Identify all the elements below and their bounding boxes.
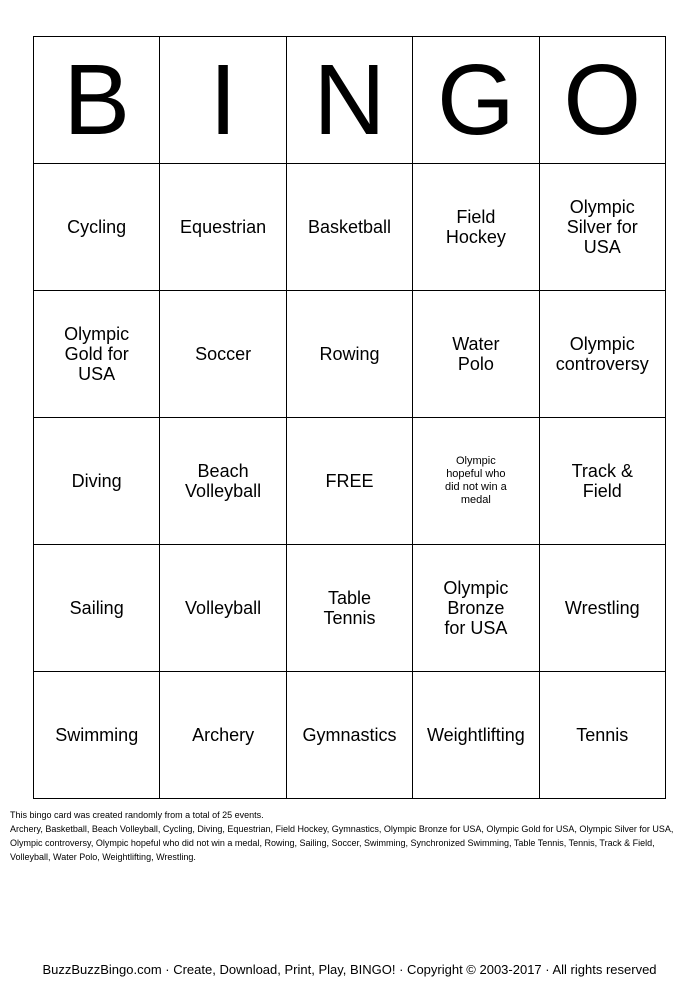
bingo-cell bbox=[160, 672, 286, 799]
bingo-cell bbox=[286, 672, 412, 799]
bingo-cell-text: Tennis bbox=[576, 725, 629, 745]
bingo-cell-text: Equestrian bbox=[180, 217, 267, 237]
bingo-card bbox=[33, 36, 666, 799]
header-letter-g: G bbox=[413, 37, 539, 164]
bingo-row-4 bbox=[34, 545, 666, 672]
bingo-cell bbox=[539, 164, 665, 291]
bingo-cell bbox=[539, 291, 665, 418]
bingo-cell-text: Sailing bbox=[69, 598, 124, 618]
bingo-cell bbox=[413, 545, 539, 672]
bingo-cell-text: Basketball bbox=[307, 217, 391, 237]
notes-summary: This bingo card was created randomly from a total of 25 events. bbox=[10, 810, 264, 820]
bingo-cell bbox=[160, 291, 286, 418]
bingo-cell-text: Swimming bbox=[55, 725, 139, 745]
bingo-cell bbox=[539, 418, 665, 545]
bingo-cell-text: Olympic Silver for USA bbox=[566, 197, 638, 257]
bingo-cell-text: Diving bbox=[71, 471, 122, 491]
bingo-row-5 bbox=[34, 672, 666, 799]
bingo-cell bbox=[160, 164, 286, 291]
bingo-cell-text: Olympic hopeful who did not win a medal bbox=[444, 455, 507, 506]
bingo-cell bbox=[160, 545, 286, 672]
bingo-cell bbox=[286, 545, 412, 672]
bingo-cell bbox=[34, 545, 160, 672]
bingo-row-3 bbox=[34, 418, 666, 545]
bingo-cell bbox=[160, 418, 286, 545]
bingo-cell-text: Track & Field bbox=[571, 461, 633, 501]
bingo-cell bbox=[413, 672, 539, 799]
bingo-cell-text: Cycling bbox=[67, 217, 127, 237]
notes-event-list: Archery, Basketball, Beach Volleyball, Cycling, Diving, Equestrian, Field Hockey, Gymnastics, Olympic Bronze for USA, Olympic Gold for USA, Olympic Silver for USA, Olympic controversy, Olympic hopeful who did not win a medal, Rowing, Sailing, Soccer, Swimming, Synchronized Swimming, Table Tennis, Tennis, Track & Field, Volleyball, Water Polo, Weightlifting, Wrestling. bbox=[10, 824, 674, 862]
bingo-cell bbox=[286, 291, 412, 418]
bingo-cell bbox=[539, 672, 665, 799]
bingo-cell bbox=[34, 418, 160, 545]
bingo-cell-text: Gymnastics bbox=[302, 725, 397, 745]
free-space-cell bbox=[286, 418, 412, 545]
bingo-cell-text: Water Polo bbox=[452, 334, 500, 374]
free-space-text: FREE bbox=[325, 471, 374, 491]
bingo-cell bbox=[413, 291, 539, 418]
bingo-header-row bbox=[34, 37, 666, 164]
bingo-cell-text: Table Tennis bbox=[323, 588, 376, 628]
bingo-cell-text: Olympic Bronze for USA bbox=[443, 578, 509, 638]
bingo-cell-text: Soccer bbox=[195, 344, 252, 364]
bingo-cell-text: Field Hockey bbox=[445, 207, 506, 247]
header-letter-o: O bbox=[539, 37, 665, 164]
bingo-cell-text: Volleyball bbox=[185, 598, 262, 618]
bingo-cell-text: Beach Volleyball bbox=[185, 461, 262, 501]
bingo-row-1 bbox=[34, 164, 666, 291]
bingo-cell-text: Archery bbox=[192, 725, 255, 745]
bingo-cell bbox=[413, 418, 539, 545]
bingo-cell bbox=[539, 545, 665, 672]
bingo-cell bbox=[286, 164, 412, 291]
bingo-cell-text: Wrestling bbox=[564, 598, 640, 618]
bingo-cell bbox=[34, 291, 160, 418]
bingo-cell-text: Olympic controversy bbox=[555, 334, 649, 374]
header-letter-i: I bbox=[160, 37, 286, 164]
bingo-cell bbox=[413, 164, 539, 291]
bingo-cell bbox=[34, 164, 160, 291]
bingo-cell bbox=[34, 672, 160, 799]
header-letter-b: B bbox=[34, 37, 160, 164]
card-notes bbox=[10, 808, 690, 864]
header-letter-n: N bbox=[286, 37, 412, 164]
bingo-row-2 bbox=[34, 291, 666, 418]
bingo-cell-text: Weightlifting bbox=[427, 725, 525, 745]
page-footer: BuzzBuzzBingo.com · Create, Download, Print, Play, BINGO! · Copyright © 2003-2017 · All rights reserved bbox=[42, 962, 657, 977]
bingo-cell-text: Rowing bbox=[319, 344, 380, 364]
bingo-cell-text: Olympic Gold for USA bbox=[64, 324, 130, 384]
